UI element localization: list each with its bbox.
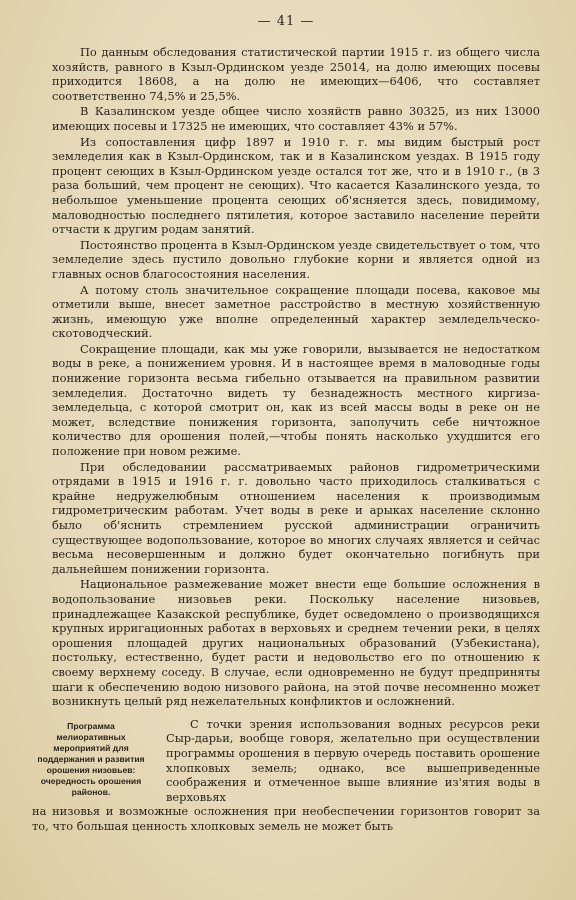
margin-note: Программа мелиоративных мероприятий для поддержания и развития орошения низовьев: очередность орошения районов.: [37, 720, 145, 797]
paragraph-program-tail: на низовья и возможные осложнения при необеспечении горизонтов говорит за то, что большая ценность хлопковых земель не может быть: [32, 804, 540, 833]
paragraph-comparison: Из сопоставления цифр 1897 и 1910 г. г. мы видим быстрый рост земледелия как в Кзыл-Ординском, так и в Казалинском уездах. В 1915 году процент сеющих в Кзыл-Ординском уезде остался тот же, что и в 1910 г., (в 3 раза больший, чем процент не сеющих). Что касается Казалинского уезда, то небольшое уменьшение процента сеющих об'ясняется здесь, повидимому, маловодностью последнего пятилетия, которое заставило население перейти отчасти к другим родам занятий.: [52, 134, 540, 237]
paragraph-water-level: Сокращение площади, как мы уже говорили, вызывается не недостатком воды в реке, а понижением уровня. И в настоящее время в маловодные годы понижение горизонта весьма гибельно отзывается на правильном развитии земледелия. Достаточно видеть ту безнадежность местного киргиза-земледельца, с которой смотрит он, как из всей массы воды в реке он не может, вследствие понижения горизонта, заполучить себе ничтожное количество для орошения полей,—чтобы понять насколько ухудшится его положение при новом режиме.: [52, 341, 540, 459]
paragraph-program-lead: С точки зрения использования водных ресурсов реки Сыр-дарьи, вообще говоря, желательно при осуществлении программы орошения в первую очередь поставить орошение хлопковых земель; однако, все вышеприведенные соображения и отмеченное выше влияние из'ятия воды в верховьях: [166, 716, 540, 804]
paragraph-reduction: А потому столь значительное сокращение площади посева, каковое мы отметили выше, внесет заметное расстройство в местную хозяйственную жизнь, имеющую уже вполне определенный характер земледельческо-скотоводческий.: [52, 282, 540, 341]
paragraph-constancy: Постоянство процента в Кзыл-Ординском уезде свидетельствует о том, что земледелие здесь пустило довольно глубокие корни и является одной из главных основ благосостояния населения.: [52, 237, 540, 281]
irrigation-program-section: [32, 717, 540, 805]
paragraph-hydrometric: При обследовании рассматриваемых районов гидрометрическими отрядами в 1915 и 1916 г. г. довольно часто приходилось сталкиваться с крайне недружелюбным отношением населения к производимым гидрометрическим работам. Учет воды в реке и арыках население склонно было об'яснить стремлением русской администрации ограничить существующее водопользование, которое во многих случаях является и сейчас весьма несовершенным и должно будет окончательно погибнуть при дальнейшем понижении горизонта.: [52, 459, 540, 576]
paragraph-national-delimitation: Национальное размежевание может внести еще большие осложнения в водопользование низовьев реки. Поскольку население низовьев, принадлежащее Казакской республике, будет осведомлено о производящихся крупных ирригационных работах в верховьях и среднем течении реки, в целях орошения площадей других национальных образований (Узбекистана), постольку, естественно, будет расти и недовольство его по отношению к своему верхнему соседу. В случае, если одновременно не будут предприняты шаги к обеспечению водою низового района, на этой почве несомненно может возникнуть целый ряд нежелательных конфликтов и осложнений.: [52, 577, 540, 709]
paragraph-survey-kazalinsk: В Казалинском уезде общее число хозяйств равно 30325, из них 13000 имеющих посевы и 17325 не имеющих, что составляет 43% и 57%.: [52, 104, 540, 133]
body-text: [52, 45, 540, 709]
page-number: — 41 —: [257, 14, 315, 29]
paragraph-survey-kzyl-orda: По данным обследования статистической партии 1915 г. из общего числа хозяйств, равного в Кзыл-Ординском уезде 25014, на долю имеющих посевы приходится 18608, а на долю не имеющих—6406, что составляет соответственно 74,5% и 25,5%.: [52, 45, 540, 103]
